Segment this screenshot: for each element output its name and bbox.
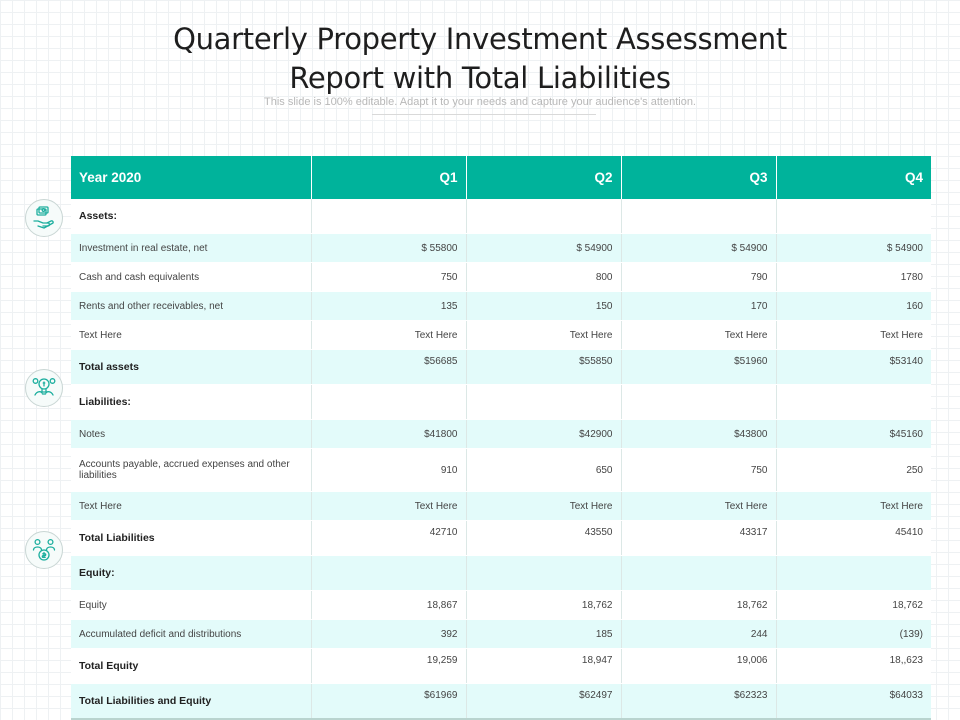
cell-q3 — [621, 556, 776, 591]
row-label: Notes — [71, 420, 311, 449]
row-label: Cash and cash equivalents — [71, 263, 311, 292]
cell-q4 — [776, 385, 931, 420]
cell-q3: Text Here — [621, 321, 776, 350]
cell-q1 — [311, 385, 466, 420]
cell-q1: 135 — [311, 292, 466, 321]
table-row — [71, 234, 931, 263]
table-row — [71, 321, 931, 350]
table-row — [71, 292, 931, 321]
table-row — [71, 620, 931, 649]
cell-q4: 1780 — [776, 263, 931, 292]
cell-q2: 650 — [466, 449, 621, 492]
header-q3: Q3 — [621, 156, 776, 199]
cell-q3: 170 — [621, 292, 776, 321]
cell-q2: 185 — [466, 620, 621, 649]
cell-q4: 250 — [776, 449, 931, 492]
cell-q1: 910 — [311, 449, 466, 492]
row-label: Text Here — [71, 492, 311, 521]
row-label: Total assets — [71, 350, 311, 385]
row-label: Text Here — [71, 321, 311, 350]
table-row — [71, 199, 931, 234]
money-hand-icon — [25, 199, 63, 237]
cell-q4: $45160 — [776, 420, 931, 449]
cell-q2: 18,762 — [466, 591, 621, 620]
table-row — [71, 556, 931, 591]
table-row — [71, 492, 931, 521]
table-row — [71, 521, 931, 556]
cell-q4 — [776, 199, 931, 234]
cell-q4: 160 — [776, 292, 931, 321]
cell-q3: 19,006 — [621, 649, 776, 684]
cell-q4: 45410 — [776, 521, 931, 556]
cell-q2: 150 — [466, 292, 621, 321]
table-row — [71, 263, 931, 292]
title-line-1: Quarterly Property Investment Assessment — [173, 22, 787, 56]
cell-q4: (139) — [776, 620, 931, 649]
cell-q4 — [776, 556, 931, 591]
cell-q2: $ 54900 — [466, 234, 621, 263]
table-row — [71, 449, 931, 492]
cell-q3: $ 54900 — [621, 234, 776, 263]
cell-q3: 750 — [621, 449, 776, 492]
cell-q2 — [466, 385, 621, 420]
cell-q4: Text Here — [776, 321, 931, 350]
report-table — [71, 156, 931, 720]
table-row — [71, 649, 931, 684]
row-label: Total Liabilities and Equity — [71, 684, 311, 720]
row-label: Accounts payable, accrued expenses and other liabilities — [71, 449, 311, 492]
cell-q2: $42900 — [466, 420, 621, 449]
subtitle-divider — [372, 114, 596, 115]
table-row — [71, 350, 931, 385]
row-label: Equity — [71, 591, 311, 620]
cell-q3: Text Here — [621, 492, 776, 521]
header-q4: Q4 — [776, 156, 931, 199]
title-line-2: Report with Total Liabilities — [289, 61, 671, 95]
cell-q1: $41800 — [311, 420, 466, 449]
table-row — [71, 591, 931, 620]
cell-q3: $43800 — [621, 420, 776, 449]
cell-q1: 750 — [311, 263, 466, 292]
cell-q2 — [466, 556, 621, 591]
cell-q2 — [466, 199, 621, 234]
cell-q3 — [621, 385, 776, 420]
cell-q1: $56685 — [311, 350, 466, 385]
table-header-row — [71, 156, 931, 199]
cell-q4: $64033 — [776, 684, 931, 720]
header-year: Year 2020 — [71, 156, 311, 199]
row-label: Investment in real estate, net — [71, 234, 311, 263]
page-subtitle: This slide is 100% editable. Adapt it to your needs and capture your audience's attention. — [264, 96, 696, 108]
cell-q2: 18,947 — [466, 649, 621, 684]
cell-q2: 800 — [466, 263, 621, 292]
cell-q2: 43550 — [466, 521, 621, 556]
row-label: Accumulated deficit and distributions — [71, 620, 311, 649]
cell-q4: 18,,623 — [776, 649, 931, 684]
row-label: Equity: — [71, 556, 311, 591]
header-q2: Q2 — [466, 156, 621, 199]
cell-q1: 392 — [311, 620, 466, 649]
cell-q1: 19,259 — [311, 649, 466, 684]
money-bulb-icon — [25, 369, 63, 407]
cell-q1 — [311, 199, 466, 234]
cell-q4: $ 54900 — [776, 234, 931, 263]
investors-icon — [25, 531, 63, 569]
row-label: Total Equity — [71, 649, 311, 684]
row-label: Liabilities: — [71, 385, 311, 420]
cell-q4: $53140 — [776, 350, 931, 385]
cell-q3: 18,762 — [621, 591, 776, 620]
cell-q1: 18,867 — [311, 591, 466, 620]
cell-q1: $61969 — [311, 684, 466, 720]
row-label: Rents and other receivables, net — [71, 292, 311, 321]
cell-q3: 790 — [621, 263, 776, 292]
row-label: Total Liabilities — [71, 521, 311, 556]
cell-q1 — [311, 556, 466, 591]
row-label: Assets: — [71, 199, 311, 234]
cell-q2: $55850 — [466, 350, 621, 385]
cell-q3: $51960 — [621, 350, 776, 385]
cell-q4: Text Here — [776, 492, 931, 521]
page-title — [0, 20, 960, 98]
cell-q1: $ 55800 — [311, 234, 466, 263]
cell-q1: Text Here — [311, 321, 466, 350]
table-row — [71, 684, 931, 720]
table-row — [71, 385, 931, 420]
cell-q3: 244 — [621, 620, 776, 649]
cell-q2: Text Here — [466, 492, 621, 521]
cell-q1: Text Here — [311, 492, 466, 521]
cell-q3: 43317 — [621, 521, 776, 556]
cell-q3 — [621, 199, 776, 234]
table-row — [71, 420, 931, 449]
header-q1: Q1 — [311, 156, 466, 199]
cell-q4: 18,762 — [776, 591, 931, 620]
cell-q3: $62323 — [621, 684, 776, 720]
cell-q2: Text Here — [466, 321, 621, 350]
cell-q2: $62497 — [466, 684, 621, 720]
cell-q1: 42710 — [311, 521, 466, 556]
